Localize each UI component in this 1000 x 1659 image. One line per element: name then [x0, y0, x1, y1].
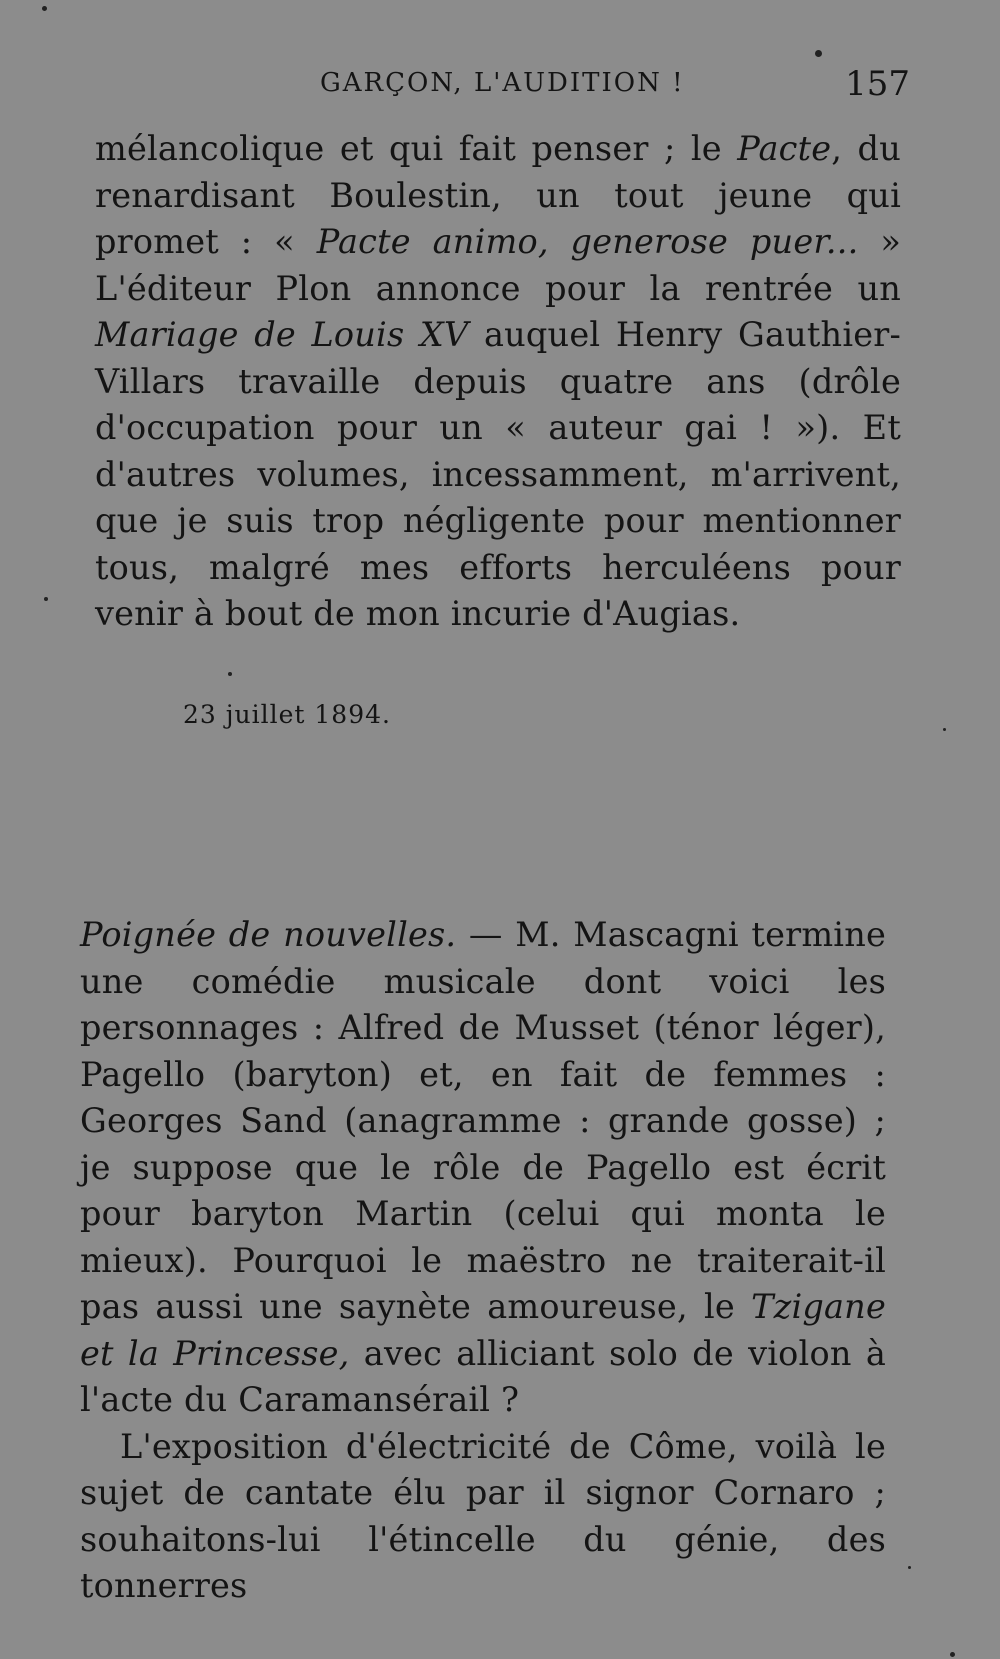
running-head — [320, 66, 910, 106]
scan-speck — [44, 597, 48, 601]
title-pacte: Pacte — [737, 129, 832, 168]
scan-speck — [815, 50, 822, 57]
scan-speck — [908, 1566, 911, 1569]
section-heading: Poignée de nouvelles. — [80, 915, 457, 954]
latin-quote: Pacte animo, generose puer... — [316, 222, 859, 261]
paragraph-nouvelles: Poignée de nouvelles. — M. Mascagni termine une comédie musicale dont voici les personnages : Alfred de Musset (ténor léger), Pagello (baryton) et, en fait de femmes : Georges Sand (anagramme : grande gosse) ; je suppose que le rôle de Pagello est écrit pour baryton Martin (celui qui monta le mieux). Pourquoi le maëstro ne traiterait-il pas aussi une saynète amoureuse, le Tzigane et la Princesse, avec alliciant solo de violon à l'acte du Caramansérail ? — [80, 915, 887, 1419]
page-number: 157 — [845, 64, 910, 104]
scan-speck — [950, 1652, 955, 1657]
paragraph-exposition: L'exposition d'électricité de Côme, voilà le sujet de cantate élu par il signor Cornaro ; souhaitons-lui l'étincelle du génie, des tonnerres — [80, 1426, 886, 1605]
scan-speck — [42, 6, 47, 11]
text-block-bottom — [80, 912, 886, 1610]
scan-speck — [228, 672, 232, 676]
dateline: 23 juillet 1894. — [183, 700, 391, 729]
title-mariage: Mariage de Louis XV — [95, 315, 469, 354]
text-block-top — [95, 126, 901, 638]
title-tzigane: Tzigane et la Princesse, — [80, 1287, 886, 1373]
paragraph-continuation: mélancolique et qui fait penser ; le Pacte, du renardisant Boulestin, un tout jeune qui promet : « Pacte animo, generose puer... » L'éditeur Plon annonce pour la rentrée un Mariage de Louis XV auquel Henry Gauthier-Villars travaille depuis quatre ans (drôle d'occupation pour un « auteur gai ! »). Et d'autres volumes, incessamment, m'arrivent, que je suis trop négligente pour mentionner tous, malgré mes efforts herculéens pour venir à bout de mon incurie d'Augias. — [95, 129, 902, 633]
scan-speck — [943, 728, 946, 731]
running-title: GARÇON, L'AUDITION ! — [320, 68, 685, 98]
